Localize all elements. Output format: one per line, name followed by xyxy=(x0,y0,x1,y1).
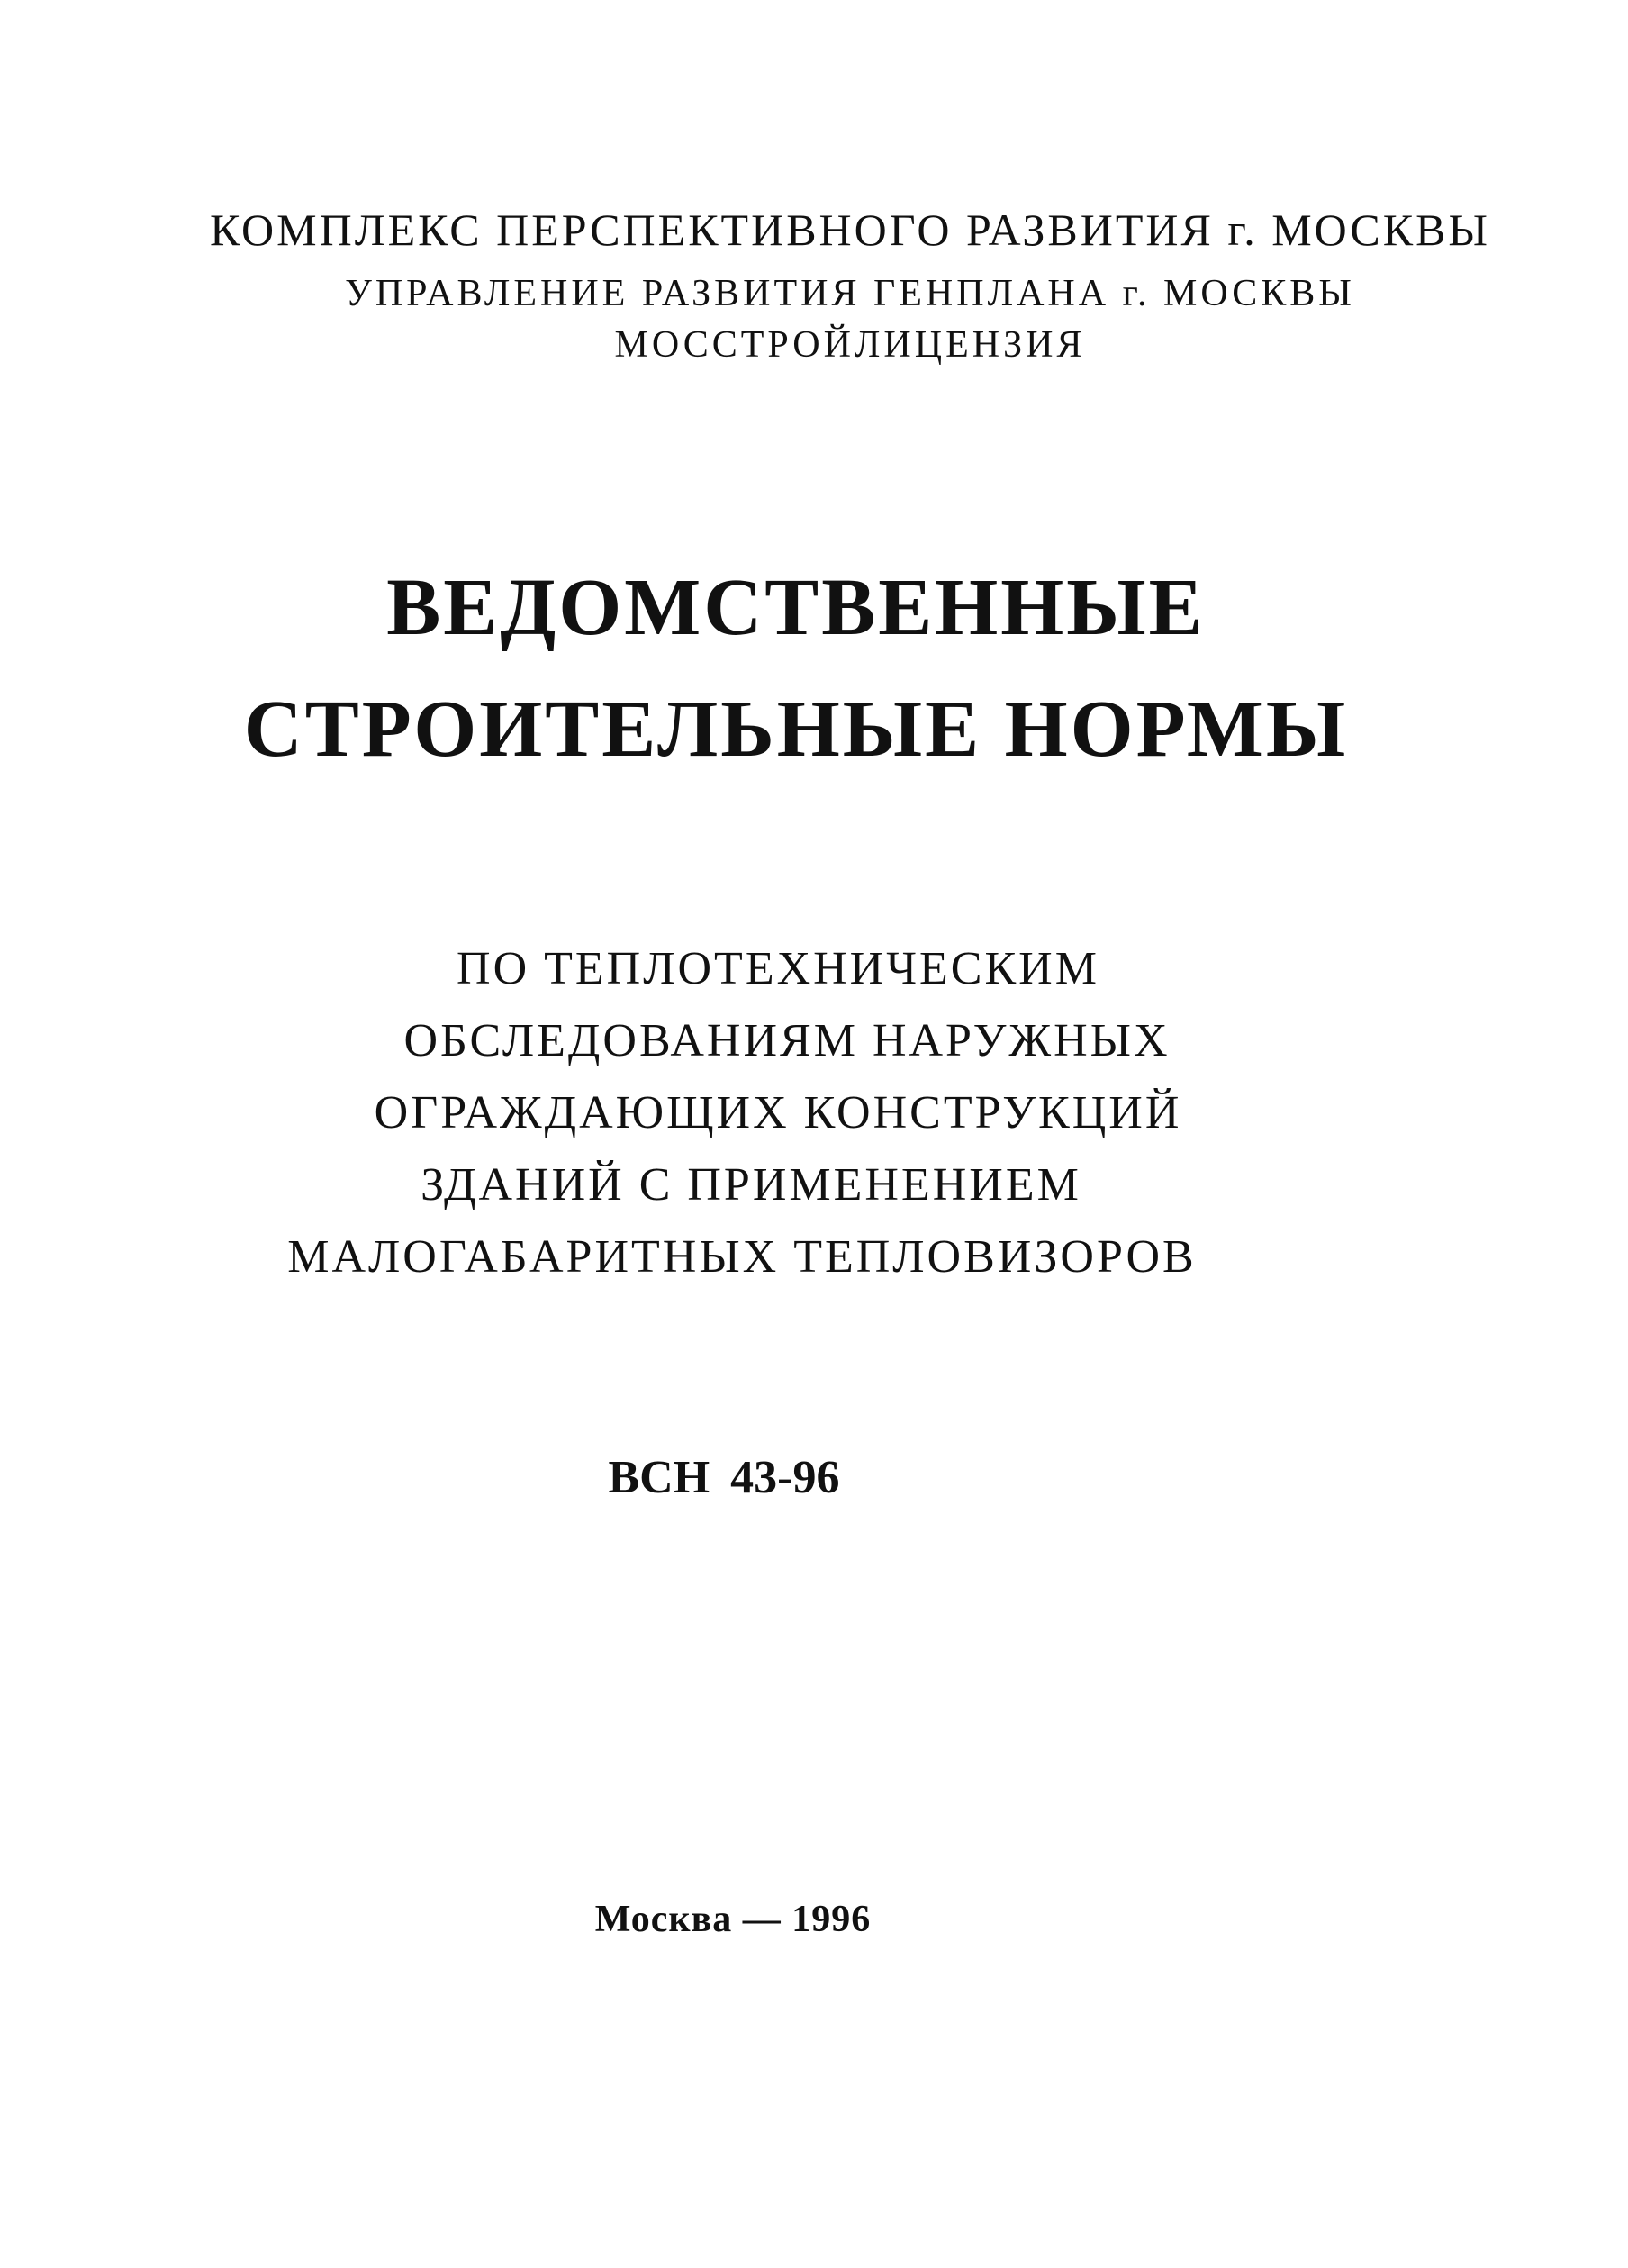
document-code: ВСН 43-96 xyxy=(608,1452,840,1503)
organization-name: КОМПЛЕКС ПЕРСПЕКТИВНОГО РАЗВИТИЯ г. МОСКВЫ xyxy=(209,204,1491,255)
agency-name: МОССТРОЙЛИЦЕНЗИЯ xyxy=(614,324,1086,366)
publication-place-year: Москва — 1996 xyxy=(594,1899,872,1940)
subtitle-line-1: ПО ТЕПЛОТЕХНИЧЕСКИМ xyxy=(457,943,1099,994)
subtitle-line-3: ОГРАЖДАЮЩИХ КОНСТРУКЦИЙ xyxy=(374,1087,1182,1139)
subtitle-line-4: ЗДАНИЙ С ПРИМЕНЕНИЕМ xyxy=(421,1159,1081,1211)
document-title-line-2: СТРОИТЕЛЬНЫЕ НОРМЫ xyxy=(243,685,1349,774)
department-name: УПРАВЛЕНИЕ РАЗВИТИЯ ГЕНПЛАНА г. МОСКВЫ xyxy=(345,273,1355,314)
document-title-line-1: ВЕДОМСТВЕННЫЕ xyxy=(386,563,1206,652)
subtitle-line-2: ОБСЛЕДОВАНИЯМ НАРУЖНЫХ xyxy=(403,1015,1171,1066)
subtitle-line-5: МАЛОГАБАРИТНЫХ ТЕПЛОВИЗОРОВ xyxy=(287,1231,1197,1283)
